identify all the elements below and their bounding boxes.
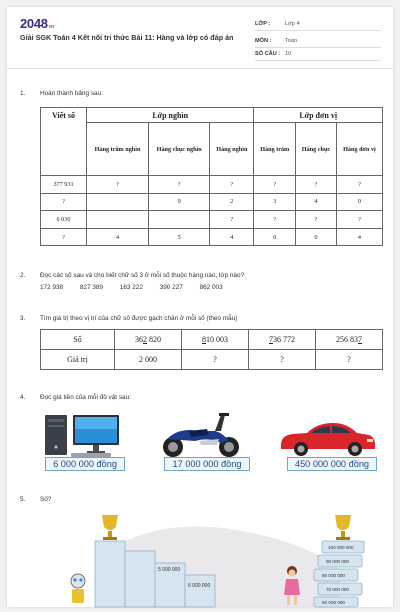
digit-value-table [40,329,383,370]
place-value-table [40,107,383,246]
table-cell [87,211,149,229]
step-label: 60 000 000 [322,600,345,605]
value-cell: 2 000 [115,350,182,370]
table-cell: 0 [296,228,337,246]
step-label: 80 000 000 [322,573,345,578]
col-thousands: Hàng nghìn [210,123,254,176]
computer-icon [43,409,123,459]
table-cell: 377 931 [41,176,87,194]
step-label: 5 000 000 [158,567,181,573]
col-ones: Hàng đơn vị [336,123,382,176]
row-label-value: Giá trị [41,350,115,370]
col-hundreds: Hàng trăm [254,123,296,176]
number-list [40,284,238,291]
trophy-icon [102,515,118,540]
number-item: 172 938 [40,284,64,291]
step-label: 6 000 000 [188,583,211,589]
table-cell: 0 [336,193,382,211]
group-units: Lớp đơn vị [254,108,383,123]
table-cell: ? [296,211,337,229]
table-row [41,211,383,229]
table-row [41,176,383,194]
number-item: 827 389 [79,284,103,291]
price-tag: 17 000 000 đồng [164,457,250,471]
row-label-number: Số [41,330,115,350]
table-cell: 9 [149,193,210,211]
col-hundred-thousands: Hàng trăm nghìn [87,123,149,176]
table-cell: ? [87,176,149,194]
step-label: 70 000 000 [326,587,349,592]
table-cell: ? [254,211,296,229]
number-cell: 362 820 [115,330,182,350]
table-cell [87,193,149,211]
number-cell: 810 003 [182,330,249,350]
table-cell: 4 [336,228,382,246]
col-tens: Hàng chục [296,123,337,176]
site-logo[interactable]: 2048vn [20,16,54,31]
table-cell: 5 [149,228,210,246]
robot-icon [71,574,85,603]
table-row [41,193,383,211]
number-item: 862 003 [199,284,223,291]
group-thousands: Lớp nghìn [87,108,254,123]
col-ten-thousands: Hàng chục nghìn [149,123,210,176]
table-cell: ? [210,176,254,194]
price-tag: 6 000 000 đồng [45,457,125,471]
car-icon [277,417,377,457]
table-cell: 4 [296,193,337,211]
table-cell: ? [336,176,382,194]
value-cell: ? [316,350,383,370]
table-cell: 4 [87,228,149,246]
number-item: 390 227 [159,284,183,291]
table-cell: 2 [210,193,254,211]
document-title: Giải SGK Toán 4 Kết nối tri thức Bài 11: Hàng và lớp có đáp án [20,33,234,42]
table-cell: 6 030 [41,211,87,229]
number-cell: 256 837 [316,330,383,350]
table-cell: ? [41,228,87,246]
worksheet-page: 2048vn Giải SGK Toán 4 Kết nối tri thức Bài 11: Hàng và lớp có đáp án LỚP : Lớp 4 MÔN : Toán SỐ CÂU : 10 1. Hoàn thành bảng sau: Viết số Lớp nghìn Lớp đơn vị Hàng trăm nghìn Hàng chục nghìn Hàng nghìn Hàng trăm Hàng chục Hàng đơn vị 377 931 ? ? ? ? ? ? ? 9 2 3 4 0 6 030 ? ? ? ? ? 4 5 4 0 0 4 2. Đọc các số sau và cho biết chữ số 3 ở mỗi số thuộc hàng nào, lớp nào? 172 938 827 389 163 222 390 227 862 003 3. Tìm giá trị theo vị trí của chữ số được gạch chân ở mỗi số (theo mẫu) Số 362 820 810 003 736 772 256 837 Giá trị 2 000 ? ? ? 4. Đọc giá tiền của mỗi đồ vật sau: 6 000 000 đồng 17 000 000 đồng 450 000 000 đồng 5. Số? 5 000 000 6 000 000 100 000 000 90 000 000 80 000 000 70 000 000 60 000 000 [7,7,393,607]
table-cell [149,211,210,229]
document-header [7,7,393,69]
meta-question-count: SỐ CÂU : 10 [255,50,381,61]
step-label: 90 000 000 [326,559,349,564]
table-cell: ? [210,211,254,229]
trophy-icon [335,515,351,540]
value-cell: ? [249,350,316,370]
table-row [41,228,383,246]
table-cell: ? [149,176,210,194]
number-item: 163 222 [119,284,143,291]
table-cell: 4 [210,228,254,246]
staircase-illustration [40,509,383,607]
price-tag: 450 000 000 đồng [287,457,377,471]
table-cell: 0 [254,228,296,246]
table-row [41,350,383,370]
number-cell: 736 772 [249,330,316,350]
col-write-number: Viết số [41,108,87,176]
meta-grade: LỚP : Lớp 4 [255,20,381,31]
value-cell: ? [182,350,249,370]
table-cell: ? [41,193,87,211]
meta-subject: MÔN : Toán [255,37,381,48]
table-cell: ? [296,176,337,194]
table-cell: ? [254,176,296,194]
step-label: 100 000 000 [328,545,354,550]
motorbike-icon [159,409,245,459]
table-row [41,330,383,350]
table-cell: ? [336,211,382,229]
table-cell: 3 [254,193,296,211]
